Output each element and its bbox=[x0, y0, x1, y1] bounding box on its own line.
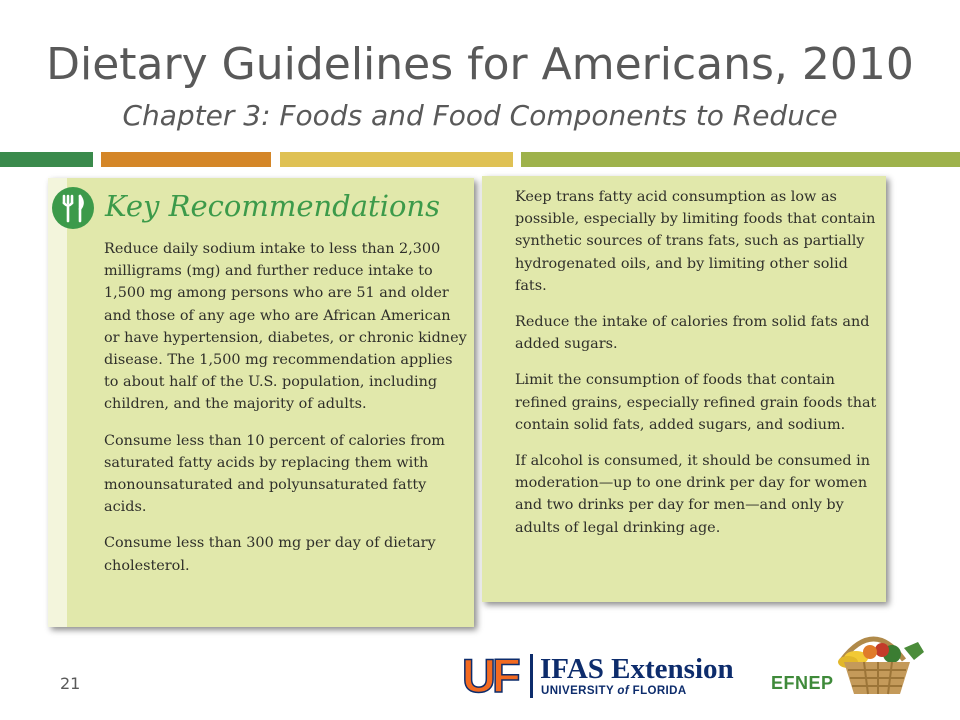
accent-bar-orange bbox=[101, 152, 271, 167]
accent-bar-yellow bbox=[280, 152, 513, 167]
logo-divider bbox=[530, 654, 533, 698]
recommendation-item: Consume less than 300 mg per day of dietary cholesterol. bbox=[104, 535, 436, 574]
recommendation-item: Keep trans fatty acid consumption as low as possible, especially by limiting foods that contain synthetic sources of trans fats, such as partially hydrogenated oils, and by limiting other solid fats. bbox=[515, 189, 876, 294]
accent-bar-green bbox=[0, 152, 93, 167]
university-of-florida-name: UNIVERSITY of FLORIDA bbox=[541, 685, 687, 697]
accent-bars bbox=[0, 152, 960, 167]
ifas-extension-name: IFAS Extension bbox=[540, 653, 734, 685]
slide-subtitle: Chapter 3: Foods and Food Components to Reduce bbox=[122, 99, 838, 132]
recommendation-item: If alcohol is consumed, it should be consumed in moderation—up to one drink per day for women and two drinks per day for men—and only by adults of legal drinking age. bbox=[515, 453, 871, 536]
uf-ifas-extension-logo bbox=[462, 649, 752, 702]
efnep-wordmark: EFNEP bbox=[771, 673, 834, 693]
uf-mark bbox=[462, 649, 517, 702]
left-recommendation-list bbox=[104, 238, 469, 591]
uf-letters: UF bbox=[462, 649, 517, 702]
accent-bar-olive bbox=[521, 152, 960, 167]
key-recommendations-heading: Key Recommendations bbox=[105, 189, 440, 223]
efnep-logo bbox=[764, 624, 934, 696]
key-recommendations-left-panel bbox=[48, 178, 474, 627]
recommendation-item: Consume less than 10 percent of calories from saturated fatty acids by replacing them with monounsaturated and polyunsaturated fatty acids. bbox=[104, 432, 445, 516]
recommendation-item: Limit the consumption of foods that contain refined grains, especially refined grain foods that contain solid fats, added sugars, and sodium. bbox=[515, 372, 877, 433]
recommendation-item: Reduce the intake of calories from solid fats and added sugars. bbox=[515, 314, 870, 353]
key-recommendations-right-panel bbox=[482, 176, 886, 602]
page-number: 21 bbox=[60, 674, 81, 693]
slide-title: Dietary Guidelines for Americans, 2010 bbox=[46, 39, 914, 90]
fork-knife-icon bbox=[52, 187, 94, 229]
right-recommendation-list bbox=[515, 186, 877, 553]
panel-stripe bbox=[48, 178, 67, 627]
recommendation-item: Reduce daily sodium intake to less than 2,300 milligrams (mg) and further reduce intake to 1,500 mg among persons who are 51 and older and those of any age who are African American or have hypertension, diabetes, or chronic kidney disease. The 1,500 mg recommendation applies to about half of the U.S. population, including children, and the majority of adults. bbox=[104, 241, 467, 413]
